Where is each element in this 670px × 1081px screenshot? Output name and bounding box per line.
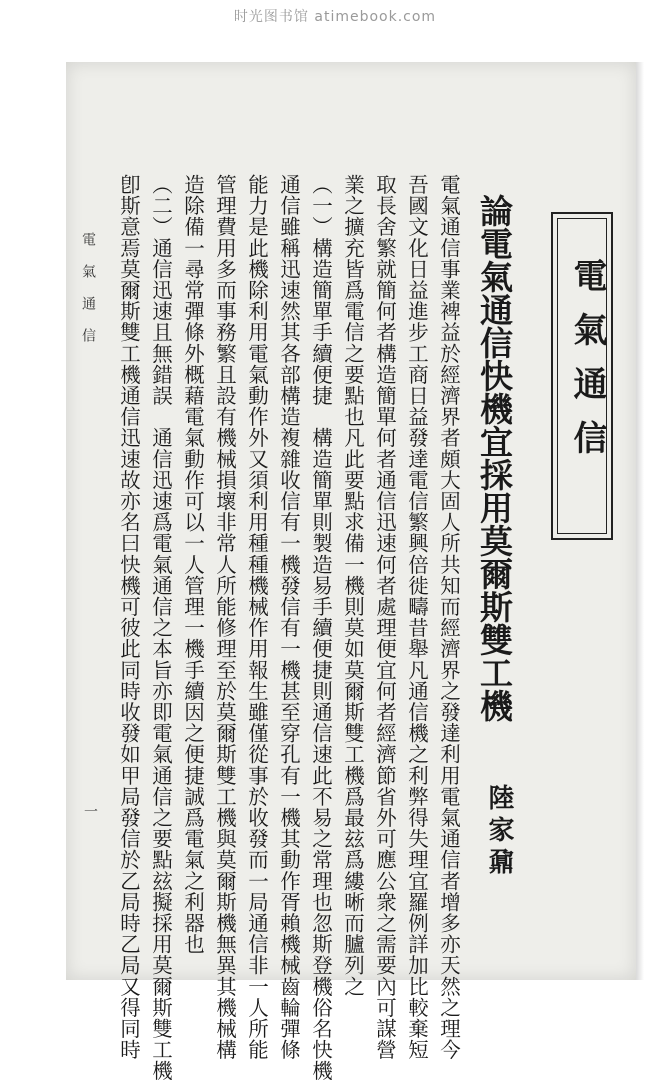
body-column: 管理費用多而事務繁且設有機械損壞非常人所能修理至於莫爾斯雙工機與莫爾斯機無異其機械構 <box>212 174 237 1061</box>
body-column: 取長舍繁就簡何者構造簡單何者通信迅速何者處理便宜何者經濟節省外可應公衆之需要內可謀營 <box>372 174 397 1061</box>
book-page <box>66 62 636 1081</box>
body-column: 業之擴充皆爲電信之要點也凡此要點求備一機則莫如莫爾斯雙工機爲最玆爲縷晰而臚列之 <box>340 174 365 997</box>
article-title: 論電氣通信快機宜採用莫爾斯雙工機 <box>475 194 514 722</box>
section-header-box <box>551 212 613 540</box>
body-column: 電氣通信事業裨益於經濟界者頗大固人所共知而經濟界之發達利用電氣通信者增多亦天然之理今 <box>436 174 461 1061</box>
page-number: 一 <box>82 804 98 818</box>
body-column: （一）構造簡單手續便捷 構造簡單則製造易手續便捷則通信速此不易之常理也忽斯登機俗名快機 <box>308 174 333 1081</box>
body-column: 造除備一尋常彈條外概藉電氣動作可以一人管理一機手續因之便捷誠爲電氣之利器也 <box>180 174 205 955</box>
running-title: 電氣通信 <box>80 232 96 360</box>
section-header: 電氣通信 <box>567 258 607 474</box>
body-column: 通信雖稱迅速然其各部構造複雜收信有一機發信有一機甚至穿孔有一機其動作胥賴機械齒輪彈條 <box>276 174 301 1061</box>
body-column: 卽斯意焉莫爾斯雙工機通信迅速故亦名曰快機可彼此同時收發如甲局發信於乙局時乙局又得同時 <box>116 174 141 1061</box>
body-column: 能力是此機除利用電氣動作外又須利用種種機械作用報生雖僅從事於收發而一局通信非一人所能 <box>244 174 269 1061</box>
article-author: 陸家鼐 <box>484 784 514 880</box>
site-watermark: 时光图书馆 atimebook.com <box>233 9 437 25</box>
body-column: 吾國文化日益進步工商日益發達電信繁興倍徙疇昔舉凡通信機之利弊得失理宜羅例詳加比較棄短 <box>404 174 429 1061</box>
body-column: （二）通信迅速且無錯誤 通信迅速爲電氣通信之本旨亦即電氣通信之要點玆擬採用莫爾斯雙工機 <box>148 174 173 1081</box>
